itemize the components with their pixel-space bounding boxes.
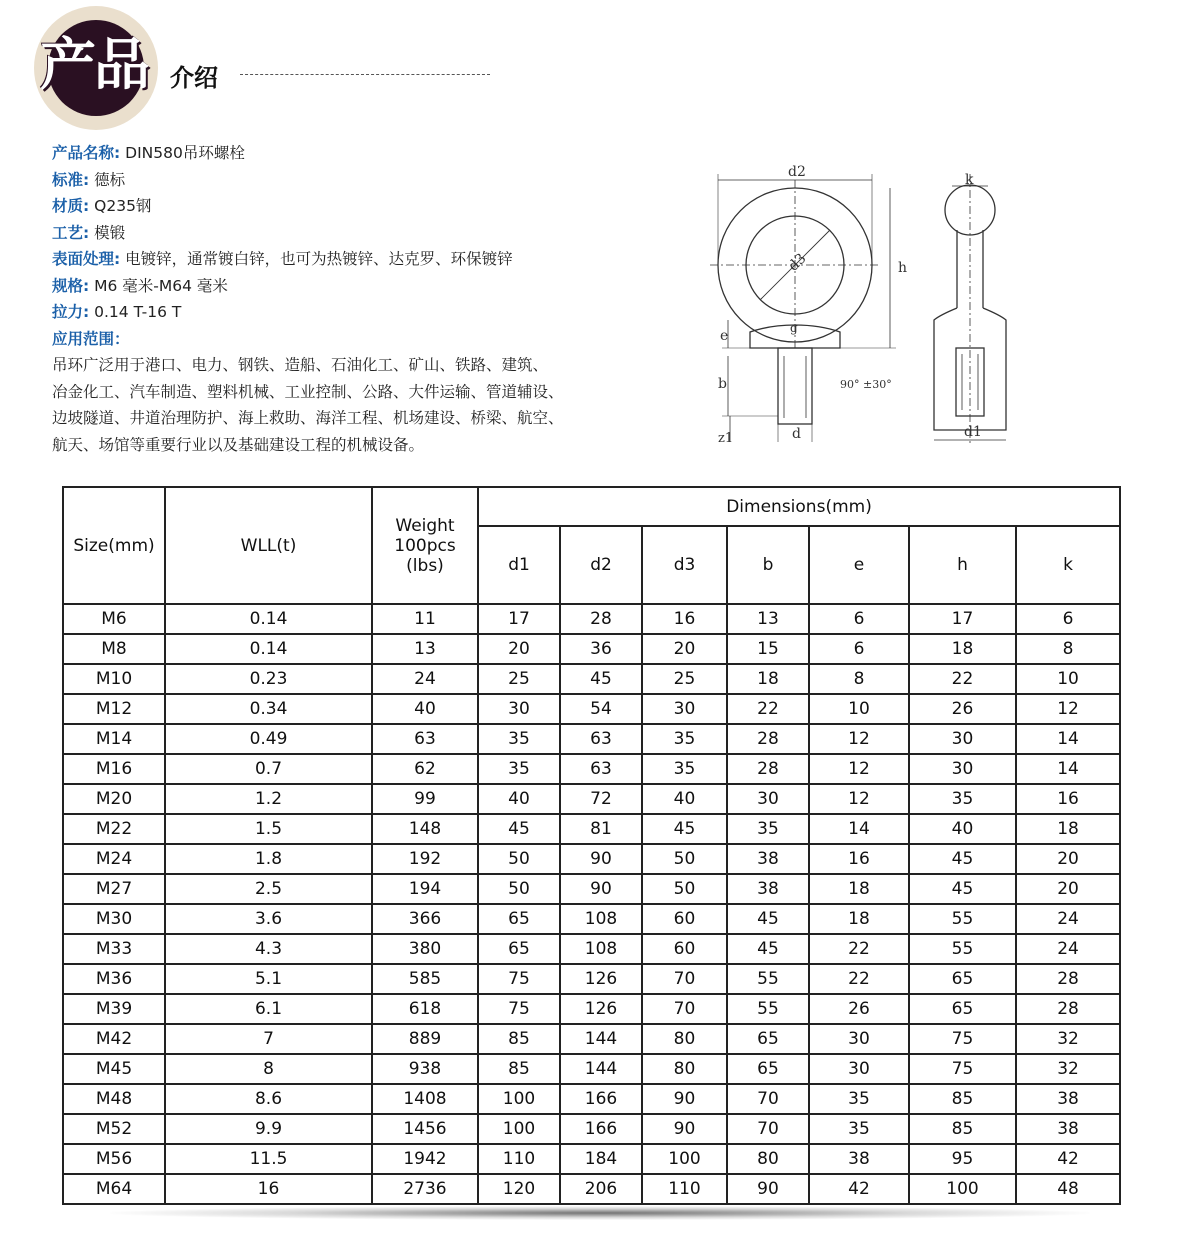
info-row-tension	[52, 299, 612, 326]
table-cell: 26	[809, 994, 909, 1024]
table-cell: 65	[909, 994, 1016, 1024]
table-cell: 28	[1016, 994, 1120, 1024]
table-cell: 120	[478, 1174, 560, 1204]
table-cell: 45	[727, 934, 809, 964]
table-cell: 108	[560, 904, 642, 934]
table-cell: 32	[1016, 1024, 1120, 1054]
table-row	[63, 1144, 1120, 1174]
table-cell: 40	[372, 694, 478, 724]
table-row	[63, 634, 1120, 664]
badge-text: 产品	[40, 33, 148, 98]
spec-table	[62, 486, 1121, 1205]
table-cell: 0.23	[165, 664, 372, 694]
table-cell: 13	[372, 634, 478, 664]
table-cell: M10	[63, 664, 165, 694]
info-label: 标准:	[52, 170, 90, 189]
table-cell: 85	[478, 1054, 560, 1084]
table-cell: 85	[478, 1024, 560, 1054]
table-cell: 62	[372, 754, 478, 784]
table-row	[63, 964, 1120, 994]
label-e: e	[720, 328, 729, 344]
table-cell: 30	[809, 1054, 909, 1084]
table-cell: 100	[909, 1174, 1016, 1204]
table-cell: M30	[63, 904, 165, 934]
table-cell: 22	[809, 964, 909, 994]
table-row	[63, 694, 1120, 724]
table-cell: 14	[1016, 754, 1120, 784]
table-cell: 380	[372, 934, 478, 964]
table-cell: M6	[63, 604, 165, 634]
table-cell: 38	[727, 844, 809, 874]
table-cell: 126	[560, 994, 642, 1024]
shank	[778, 348, 812, 424]
table-cell: 55	[727, 964, 809, 994]
table-cell: 90	[642, 1114, 727, 1144]
table-cell: M42	[63, 1024, 165, 1054]
table-cell: 38	[1016, 1084, 1120, 1114]
table-cell: M36	[63, 964, 165, 994]
table-cell: 11.5	[165, 1144, 372, 1174]
table-cell: 35	[642, 724, 727, 754]
info-row-process	[52, 220, 612, 247]
table-cell: 108	[560, 934, 642, 964]
table-cell: 24	[1016, 904, 1120, 934]
table-cell: 30	[727, 784, 809, 814]
table-cell: 0.49	[165, 724, 372, 754]
table-cell: 18	[909, 634, 1016, 664]
table-cell: 206	[560, 1174, 642, 1204]
table-row	[63, 874, 1120, 904]
label-d: d	[792, 426, 801, 442]
table-cell: 110	[642, 1174, 727, 1204]
table-cell: 35	[642, 754, 727, 784]
table-cell: 80	[642, 1024, 727, 1054]
table-cell: 618	[372, 994, 478, 1024]
table-cell: 938	[372, 1054, 478, 1084]
table-cell: 10	[1016, 664, 1120, 694]
table-cell: 65	[909, 964, 1016, 994]
table-cell: 20	[478, 634, 560, 664]
info-label: 规格:	[52, 276, 90, 295]
table-cell: 18	[1016, 814, 1120, 844]
label-b: b	[718, 376, 727, 392]
info-value: DIN580吊环螺栓	[125, 144, 245, 162]
table-cell: 50	[642, 874, 727, 904]
table-cell: 1.8	[165, 844, 372, 874]
table-cell: 889	[372, 1024, 478, 1054]
table-cell: 28	[727, 724, 809, 754]
table-cell: 45	[909, 874, 1016, 904]
table-row	[63, 1054, 1120, 1084]
table-cell: 11	[372, 604, 478, 634]
table-cell: 6	[809, 634, 909, 664]
info-value: 0.14 T-16 T	[94, 303, 182, 321]
table-cell: 45	[560, 664, 642, 694]
table-cell: 42	[809, 1174, 909, 1204]
table-cell: 90	[560, 874, 642, 904]
table-cell: 28	[1016, 964, 1120, 994]
info-label: 产品名称:	[52, 144, 121, 162]
header-dimensions: Dimensions(mm)	[478, 487, 1120, 526]
table-cell: 13	[727, 604, 809, 634]
info-row-material	[52, 193, 612, 220]
table-cell: 45	[642, 814, 727, 844]
info-row-surface	[52, 246, 612, 273]
table-cell: M39	[63, 994, 165, 1024]
table-cell: M56	[63, 1144, 165, 1174]
table-cell: 24	[1016, 934, 1120, 964]
table-cell: 20	[1016, 874, 1120, 904]
header-d1: d1	[478, 526, 560, 604]
header-k: k	[1016, 526, 1120, 604]
table-cell: 12	[1016, 694, 1120, 724]
table-cell: 15	[727, 634, 809, 664]
table-cell: 16	[1016, 784, 1120, 814]
header-size: Size(mm)	[63, 487, 165, 604]
table-cell: 35	[478, 724, 560, 754]
table-cell: 38	[727, 874, 809, 904]
table-cell: 1942	[372, 1144, 478, 1174]
table-cell: 18	[727, 664, 809, 694]
label-h: h	[898, 260, 908, 276]
table-cell: 17	[909, 604, 1016, 634]
usage-text	[52, 352, 612, 458]
table-cell: 22	[727, 694, 809, 724]
table-row	[63, 904, 1120, 934]
table-row	[63, 994, 1120, 1024]
table-cell: 65	[478, 904, 560, 934]
usage-line: 边坡隧道、井道治理防护、海上救助、海洋工程、机场建设、桥梁、航空、	[52, 409, 564, 427]
table-cell: 6	[809, 604, 909, 634]
table-cell: 8	[809, 664, 909, 694]
table-cell: M27	[63, 874, 165, 904]
table-cell: 54	[560, 694, 642, 724]
section-badge	[34, 6, 158, 130]
usage-line: 冶金化工、汽车制造、塑料机械、工业控制、公路、大件运输、管道辅设、	[52, 382, 564, 401]
info-value: Q235钢	[94, 197, 152, 215]
table-cell: 35	[478, 754, 560, 784]
usage-line: 吊环广泛用于港口、电力、钢铁、造船、石油化工、矿山、铁路、建筑、	[52, 356, 549, 374]
table-cell: 65	[727, 1024, 809, 1054]
table-cell: 2736	[372, 1174, 478, 1204]
table-cell: 65	[478, 934, 560, 964]
info-label: 表面处理:	[52, 250, 121, 268]
table-cell: 85	[909, 1084, 1016, 1114]
table-cell: M45	[63, 1054, 165, 1084]
table-cell: 70	[727, 1084, 809, 1114]
table-cell: M14	[63, 724, 165, 754]
table-row	[63, 1114, 1120, 1144]
table-cell: 366	[372, 904, 478, 934]
table-cell: 75	[478, 964, 560, 994]
info-label: 拉力:	[52, 303, 90, 321]
table-cell: 126	[560, 964, 642, 994]
table-cell: 12	[809, 754, 909, 784]
product-info	[52, 140, 612, 458]
table-cell: 90	[727, 1174, 809, 1204]
header-b: b	[727, 526, 809, 604]
table-cell: 75	[478, 994, 560, 1024]
table-cell: 166	[560, 1084, 642, 1114]
label-z1: z1	[718, 431, 734, 446]
table-cell: 50	[478, 844, 560, 874]
table-row	[63, 1084, 1120, 1114]
table-cell: 38	[1016, 1114, 1120, 1144]
table-cell: M12	[63, 694, 165, 724]
header-weight	[372, 487, 478, 604]
table-cell: 85	[909, 1114, 1016, 1144]
table-cell: 70	[727, 1114, 809, 1144]
table-cell: 63	[372, 724, 478, 754]
table-cell: 30	[809, 1024, 909, 1054]
table-cell: 6.1	[165, 994, 372, 1024]
table-cell: 4.3	[165, 934, 372, 964]
table-cell: 17	[478, 604, 560, 634]
table-cell: 144	[560, 1054, 642, 1084]
table-cell: M33	[63, 934, 165, 964]
table-cell: 35	[727, 814, 809, 844]
table-cell: 194	[372, 874, 478, 904]
table-cell: 40	[909, 814, 1016, 844]
table-cell: 25	[642, 664, 727, 694]
table-cell: 45	[727, 904, 809, 934]
table-cell: 60	[642, 904, 727, 934]
table-cell: 22	[909, 664, 1016, 694]
table-cell: 8	[1016, 634, 1120, 664]
info-row-name	[52, 140, 612, 167]
table-cell: 55	[909, 934, 1016, 964]
table-cell: 1.2	[165, 784, 372, 814]
table-cell: 30	[642, 694, 727, 724]
usage-line: 航天、场馆等重要行业以及基础建设工程的机械设备。	[52, 435, 425, 454]
table-cell: 95	[909, 1144, 1016, 1174]
table-cell: 20	[1016, 844, 1120, 874]
table-cell: M8	[63, 634, 165, 664]
table-cell: 0.34	[165, 694, 372, 724]
table-row	[63, 844, 1120, 874]
label-d3: d3	[785, 250, 810, 275]
table-cell: M52	[63, 1114, 165, 1144]
table-cell: 99	[372, 784, 478, 814]
table-cell: M24	[63, 844, 165, 874]
table-row	[63, 604, 1120, 634]
header-weight-line: Weight	[395, 515, 455, 536]
table-cell: 18	[809, 874, 909, 904]
label-d1: d1	[964, 424, 982, 440]
table-cell: 81	[560, 814, 642, 844]
table-cell: 0.14	[165, 634, 372, 664]
table-cell: 20	[642, 634, 727, 664]
table-cell: 55	[909, 904, 1016, 934]
table-cell: 80	[642, 1054, 727, 1084]
table-cell: 26	[909, 694, 1016, 724]
table-cell: 184	[560, 1144, 642, 1174]
table-row	[63, 754, 1120, 784]
header-wll: WLL(t)	[165, 487, 372, 604]
table-cell: 166	[560, 1114, 642, 1144]
table-cell: 3.6	[165, 904, 372, 934]
header-h: h	[909, 526, 1016, 604]
table-cell: 12	[809, 784, 909, 814]
table-cell: 50	[478, 874, 560, 904]
label-g: g	[790, 321, 798, 335]
table-row	[63, 724, 1120, 754]
label-k: k	[965, 172, 974, 188]
table-cell: 35	[809, 1114, 909, 1144]
table-cell: 144	[560, 1024, 642, 1054]
table-cell: 36	[560, 634, 642, 664]
header-weight-line: (lbs)	[406, 555, 444, 576]
table-cell: 100	[478, 1114, 560, 1144]
table-cell: 48	[1016, 1174, 1120, 1204]
table-cell: 35	[809, 1084, 909, 1114]
table-cell: 2.5	[165, 874, 372, 904]
info-row-spec	[52, 273, 612, 300]
table-cell: 1456	[372, 1114, 478, 1144]
table-cell: 22	[809, 934, 909, 964]
table-cell: 60	[642, 934, 727, 964]
info-label: 工艺:	[52, 223, 90, 242]
table-row	[63, 784, 1120, 814]
info-row-standard	[52, 167, 612, 194]
header-weight-line: 100pcs	[394, 535, 456, 556]
table-cell: 70	[642, 964, 727, 994]
table-cell: 1408	[372, 1084, 478, 1114]
info-label: 应用范围：	[52, 329, 130, 348]
table-cell: 7	[165, 1024, 372, 1054]
table-cell: 30	[909, 754, 1016, 784]
table-cell: 35	[909, 784, 1016, 814]
table-cell: 10	[809, 694, 909, 724]
table-cell: 70	[642, 994, 727, 1024]
info-label: 材质:	[52, 197, 90, 215]
table-cell: 24	[372, 664, 478, 694]
table-row	[63, 1174, 1120, 1204]
table-cell: 80	[727, 1144, 809, 1174]
table-row	[63, 664, 1120, 694]
info-row-usage	[52, 326, 612, 353]
table-cell: 9.9	[165, 1114, 372, 1144]
table-cell: 55	[727, 994, 809, 1024]
table-cell: 1.5	[165, 814, 372, 844]
table-cell: 16	[165, 1174, 372, 1204]
info-value: 德标	[94, 170, 126, 189]
table-cell: M20	[63, 784, 165, 814]
table-cell: 18	[809, 904, 909, 934]
table-cell: 90	[642, 1084, 727, 1114]
table-cell: 50	[642, 844, 727, 874]
title-divider	[240, 74, 490, 75]
table-cell: M16	[63, 754, 165, 784]
table-cell: 45	[478, 814, 560, 844]
info-value: 模锻	[94, 223, 126, 242]
table-cell: 148	[372, 814, 478, 844]
table-cell: 6	[1016, 604, 1120, 634]
table-cell: 14	[1016, 724, 1120, 754]
header-d3: d3	[642, 526, 727, 604]
table-cell: 110	[478, 1144, 560, 1174]
table-cell: 5.1	[165, 964, 372, 994]
table-cell: 12	[809, 724, 909, 754]
table-cell: 63	[560, 724, 642, 754]
table-cell: 28	[560, 604, 642, 634]
table-cell: 30	[478, 694, 560, 724]
info-value: 电镀锌，通常镀白锌，也可为热镀锌、达克罗、环保镀锌	[125, 250, 513, 268]
spec-table-body	[63, 604, 1120, 1204]
table-cell: 14	[809, 814, 909, 844]
table-cell: 25	[478, 664, 560, 694]
table-cell: 45	[909, 844, 1016, 874]
label-angle: 90° ±30°	[840, 378, 892, 391]
table-cell: 192	[372, 844, 478, 874]
table-cell: 32	[1016, 1054, 1120, 1084]
table-row	[63, 814, 1120, 844]
label-d2: d2	[788, 164, 806, 180]
table-row	[63, 934, 1120, 964]
table-cell: 75	[909, 1024, 1016, 1054]
table-cell: 28	[727, 754, 809, 784]
table-cell: 90	[560, 844, 642, 874]
header-d2: d2	[560, 526, 642, 604]
header-e: e	[809, 526, 909, 604]
eye-bolt-diagram	[690, 160, 1050, 460]
table-cell: 30	[909, 724, 1016, 754]
table-cell: 100	[478, 1084, 560, 1114]
table-cell: 16	[642, 604, 727, 634]
table-cell: 40	[642, 784, 727, 814]
table-cell: M64	[63, 1174, 165, 1204]
table-row	[63, 1024, 1120, 1054]
table-cell: 63	[560, 754, 642, 784]
table-cell: 40	[478, 784, 560, 814]
table-cell: M48	[63, 1084, 165, 1114]
table-cell: M22	[63, 814, 165, 844]
table-cell: 75	[909, 1054, 1016, 1084]
table-cell: 65	[727, 1054, 809, 1084]
table-cell: 42	[1016, 1144, 1120, 1174]
table-cell: 8.6	[165, 1084, 372, 1114]
info-value: M6 毫米-M64 毫米	[94, 276, 228, 295]
table-cell: 0.14	[165, 604, 372, 634]
table-cell: 72	[560, 784, 642, 814]
table-cell: 38	[809, 1144, 909, 1174]
table-cell: 585	[372, 964, 478, 994]
table-cell: 100	[642, 1144, 727, 1174]
table-cell: 16	[809, 844, 909, 874]
table-cell: 8	[165, 1054, 372, 1084]
bottom-shadow	[110, 1206, 1090, 1220]
table-cell: 0.7	[165, 754, 372, 784]
section-title: 介绍	[170, 64, 218, 92]
